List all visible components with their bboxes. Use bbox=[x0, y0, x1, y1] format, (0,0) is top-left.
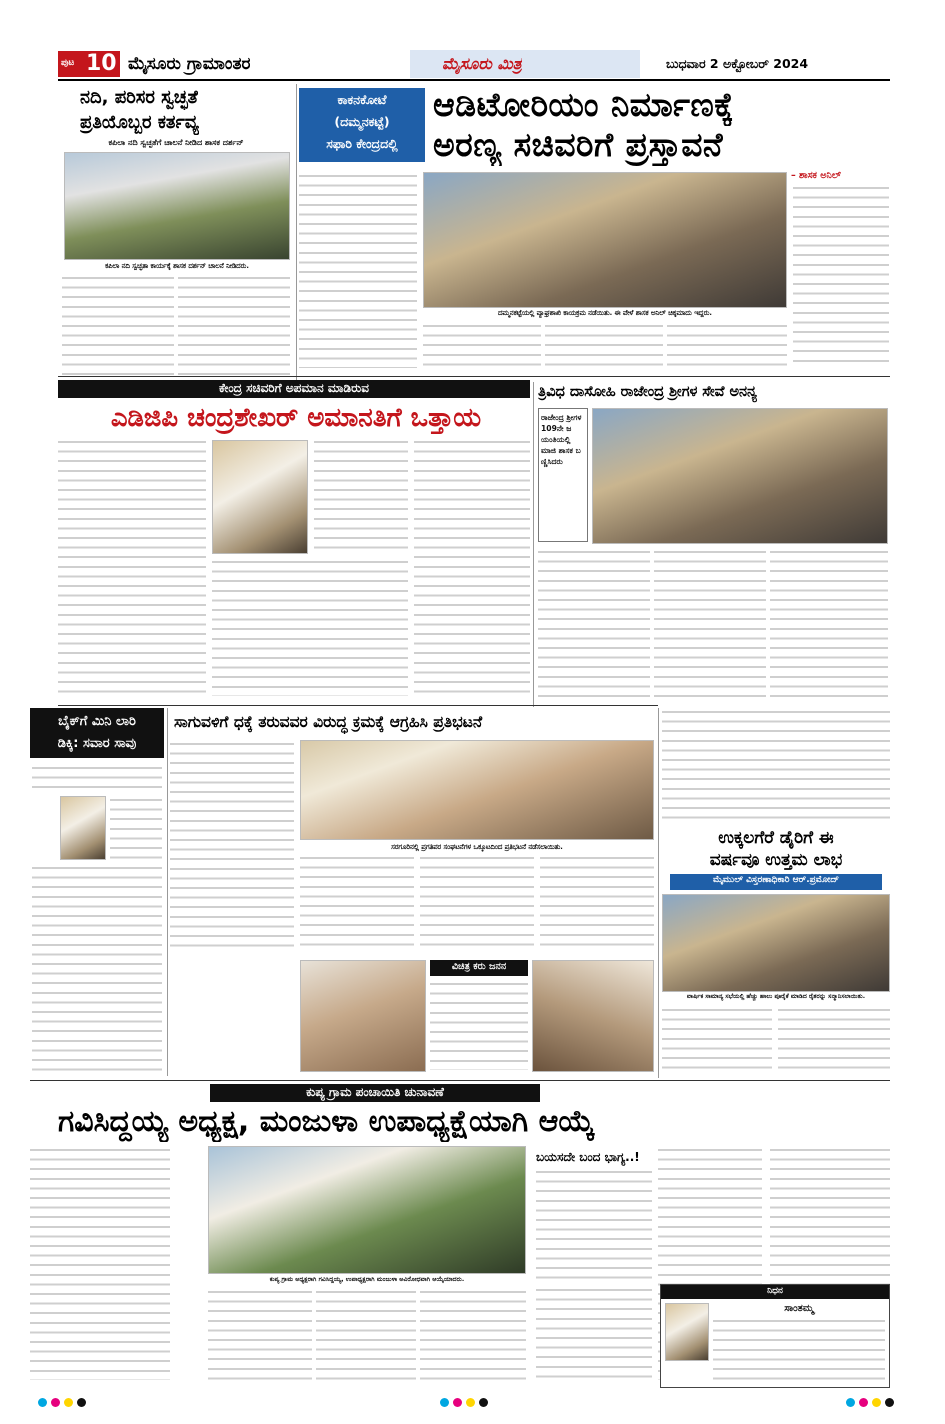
news-photo bbox=[64, 152, 290, 260]
body-text bbox=[536, 1168, 652, 1282]
news-photo bbox=[423, 172, 787, 308]
headline: ಡಿಕ್ಕಿ: ಸವಾರ ಸಾವು bbox=[57, 736, 137, 751]
color-registration-marks bbox=[38, 1398, 98, 1408]
subhead: ಕಪಿಲಾ ನದಿ ಸ್ವಚ್ಛತೆಗೆ ಚಾಲನೆ ನೀಡಿದ ಶಾಸಕ ದರ್ಶನ್ bbox=[108, 138, 244, 147]
story-protest bbox=[170, 708, 656, 956]
photo-caption: ಕಪಿಲಾ ನದಿ ಸ್ವಚ್ಛತಾ ಕಾರ್ಯಕ್ಕೆ ಶಾಸಕ ದರ್ಶನ್ ಚಾಲನೆ ನೀಡಿದರು. bbox=[105, 262, 249, 270]
headline: ಅರಣ್ಯ ಸಚಿವರಿಗೆ ಪ್ರಸ್ತಾವನೆ bbox=[433, 125, 724, 164]
magenta-dot bbox=[859, 1398, 868, 1407]
story-dairy bbox=[662, 824, 890, 1078]
body-text bbox=[170, 740, 294, 950]
headline: ಬೈಕ್‌ಗೆ ಮಿನಿ ಲಾರಿ bbox=[58, 714, 136, 729]
body-text bbox=[770, 548, 888, 698]
body-text bbox=[667, 322, 787, 368]
body-text bbox=[713, 1317, 885, 1385]
body-text bbox=[314, 438, 408, 556]
kicker: ಕೇಂದ್ರ ಸಚಿವರಿಗೆ ಅಪಮಾನ ಮಾಡಿರುವ bbox=[219, 381, 369, 395]
column-rule bbox=[167, 708, 168, 1076]
byline: – ಶಾಸಕ ಅನಿಲ್ bbox=[791, 170, 842, 181]
kicker: ಕುಪ್ಯ ಗ್ರಾಮ ಪಂಚಾಯಿತಿ ಚುನಾವಣೆ bbox=[306, 1085, 444, 1099]
portrait-photo bbox=[665, 1303, 709, 1361]
headline: ವರ್ಷವೂ ಉತ್ತಮ ಲಾಭ bbox=[709, 850, 843, 870]
kicker: ಸಫಾರಿ ಕೇಂದ್ರದಲ್ಲಿ bbox=[326, 136, 398, 151]
obit-name: ಸಾಂತಮ್ಮ bbox=[784, 1303, 814, 1314]
story-safari bbox=[299, 84, 890, 374]
side-note: ರಾಜೇಂದ್ರ ಶ್ರೀಗಳ 109ನೇ ಜಯಂತಿಯಲ್ಲಿ ಮಾಜಿ ಶಾಸಕ ಬಣ್ಣಿಸಿದರು bbox=[541, 413, 582, 466]
news-photo bbox=[592, 408, 888, 544]
cyan-dot bbox=[440, 1398, 449, 1407]
subhead: ಮೈಮುಲ್ ವಿಸ್ತರಣಾಧಿಕಾರಿ ಆರ್.ಪ್ರಮೋದ್ bbox=[713, 875, 839, 885]
body-text bbox=[538, 548, 650, 698]
section-rule bbox=[58, 705, 658, 706]
yellow-dot bbox=[872, 1398, 881, 1407]
black-dot bbox=[885, 1398, 894, 1407]
magenta-dot bbox=[453, 1398, 462, 1407]
headline: ನದಿ, ಪರಿಸರ ಸ್ವಚ್ಛತೆ bbox=[80, 87, 198, 108]
yellow-dot bbox=[64, 1398, 73, 1407]
sidebar-headline: ಬಯಸದೇ ಬಂದ ಭಾಗ್ಯ..! bbox=[536, 1150, 640, 1164]
black-dot bbox=[479, 1398, 488, 1407]
body-text bbox=[540, 854, 654, 950]
color-registration-marks bbox=[846, 1398, 906, 1408]
body-text bbox=[32, 764, 162, 794]
body-text bbox=[662, 708, 890, 820]
headline: ಗವಿಸಿದ್ದಯ್ಯ ಅಧ್ಯಕ್ಷ, ಮಂಜುಳಾ ಉಪಾಧ್ಯಕ್ಷೆಯಾಗಿ ಆಯ್ಕೆ bbox=[58, 1104, 595, 1139]
body-text bbox=[208, 1288, 312, 1380]
headline: ಪ್ರತಿಯೊಬ್ಬರ ಕರ್ತವ್ಯ bbox=[80, 112, 199, 133]
body-text bbox=[420, 854, 534, 950]
body-text bbox=[299, 172, 417, 368]
body-text bbox=[30, 1146, 170, 1380]
body-text bbox=[58, 438, 206, 696]
portrait-photo bbox=[212, 440, 308, 554]
body-text bbox=[316, 1288, 416, 1380]
body-text bbox=[654, 548, 766, 698]
body-text bbox=[212, 558, 408, 696]
kicker: ವಿಚಿತ್ರ ಕರು ಜನನ bbox=[451, 961, 507, 972]
body-text bbox=[536, 1286, 652, 1380]
column-rule bbox=[533, 382, 534, 707]
news-photo bbox=[662, 894, 890, 992]
body-text bbox=[420, 1288, 526, 1380]
calf-photo bbox=[532, 960, 654, 1072]
date-line: ಬುಧವಾರ 2 ಅಕ್ಟೋಬರ್ 2024 bbox=[666, 56, 809, 71]
section-rule bbox=[30, 1080, 890, 1081]
body-text bbox=[414, 438, 530, 696]
kicker: ನಿಧನ bbox=[767, 1286, 783, 1296]
body-text bbox=[793, 184, 889, 368]
body-text bbox=[32, 864, 162, 1074]
paper-name: ಮೈಸೂರು ಮಿತ್ರ bbox=[442, 54, 522, 73]
page-number: 10 bbox=[86, 51, 117, 76]
magenta-dot bbox=[51, 1398, 60, 1407]
kicker: ಕಾಕನಕೋಟೆ bbox=[337, 92, 387, 107]
column-rule bbox=[658, 708, 659, 1078]
page-label: ಪುಟ bbox=[61, 58, 75, 68]
headline: ಆಡಿಟೋರಿಯಂ ನಿರ್ಮಾಣಕ್ಕೆ bbox=[433, 85, 735, 124]
body-text bbox=[62, 274, 174, 392]
news-photo bbox=[300, 740, 654, 840]
kicker: (ದಮ್ಮನಕಟ್ಟೆ) bbox=[334, 114, 390, 129]
cyan-dot bbox=[846, 1398, 855, 1407]
story-obit bbox=[660, 1284, 890, 1388]
yellow-dot bbox=[466, 1398, 475, 1407]
cyan-dot bbox=[38, 1398, 47, 1407]
photo-caption: ಸರಗೂರಿನಲ್ಲಿ ಪ್ರಗತಿಪರ ಸಂಘಟನೆಗಳ ಒಕ್ಕೂಟದಿಂದ ಪ್ರತಿಭಟನೆ ನಡೆಸಲಾಯಿತು. bbox=[391, 843, 563, 851]
story-river bbox=[58, 84, 294, 414]
column-rule bbox=[296, 84, 297, 384]
black-dot bbox=[77, 1398, 86, 1407]
story-bike bbox=[30, 708, 164, 1078]
body-text bbox=[178, 274, 290, 392]
headline: ತ್ರಿವಿಧ ದಾಸೋಹಿ ರಾಜೇಂದ್ರ ಶ್ರೀಗಳ ಸೇವೆ ಅನನ್ಯ bbox=[538, 384, 757, 400]
masthead bbox=[0, 0, 945, 80]
portrait-photo bbox=[60, 796, 106, 860]
body-text bbox=[110, 796, 162, 860]
body-text bbox=[430, 980, 528, 1070]
photo-caption: ಕುಪ್ಯ ಗ್ರಾಮ ಅಧ್ಯಕ್ಷರಾಗಿ ಗವಿಸಿದ್ದಯ್ಯ, ಉಪಾಧ್ಯಕ್ಷರಾಗಿ ಮಂಜುಳಾ ಅವಿರೋಧವಾಗಿ ಆಯ್ಕೆಯಾದರು. bbox=[269, 1276, 465, 1283]
story-calf bbox=[300, 958, 654, 1076]
story-adgp bbox=[58, 378, 530, 703]
headline: ಸಾಗುವಳಿಗೆ ಧಕ್ಕೆ ತರುವವರ ವಿರುದ್ಧ ಕ್ರಮಕ್ಕೆ ಆಗ್ರಹಿಸಿ ಪ್ರತಿಭಟನೆ bbox=[174, 713, 483, 731]
masthead-rule bbox=[58, 79, 890, 81]
calf-photo bbox=[300, 960, 426, 1072]
headline: ಎಡಿಜಿಪಿ ಚಂದ್ರಶೇಖರ್ ಅಮಾನತಿಗೆ ಒತ್ತಾಯ bbox=[110, 403, 482, 433]
photo-caption: ವಾರ್ಷಿಕ ಸಾಮಾನ್ಯ ಸಭೆಯಲ್ಲಿ ಹೆಚ್ಚು ಹಾಲು ಪೂರೈಕೆ ಮಾಡಿದ ರೈತರನ್ನು ಸನ್ಮಾನಿಸಲಾಯಿತು. bbox=[686, 993, 866, 1000]
body-text bbox=[300, 854, 414, 950]
story-swamiji bbox=[536, 378, 890, 703]
headline: ಉಕ್ಕಲಗೆರೆ ಡೈರಿಗೆ ಈ bbox=[718, 828, 834, 848]
body-text bbox=[423, 322, 541, 368]
news-photo bbox=[208, 1146, 526, 1274]
photo-caption: ದಮ್ಮನಕಟ್ಟೆಯಲ್ಲಿ ವ್ಯಾಘ್ರಶಾಖಿ ಕಾಯಕ್ರಮ ನಡೆಯಿತು. ಈ ವೇಳೆ ಶಾಸಕ ಅನಿಲ್ ಚಿಕ್ಕಮಾದು ಇದ್ದರು. bbox=[498, 309, 712, 317]
body-text bbox=[778, 1006, 890, 1076]
section-title: ಮೈಸೂರು ಗ್ರಾಮಾಂತರ bbox=[128, 54, 251, 74]
section-rule bbox=[58, 376, 890, 377]
body-text bbox=[545, 322, 663, 368]
body-text bbox=[662, 1006, 772, 1076]
color-registration-marks bbox=[440, 1398, 500, 1408]
